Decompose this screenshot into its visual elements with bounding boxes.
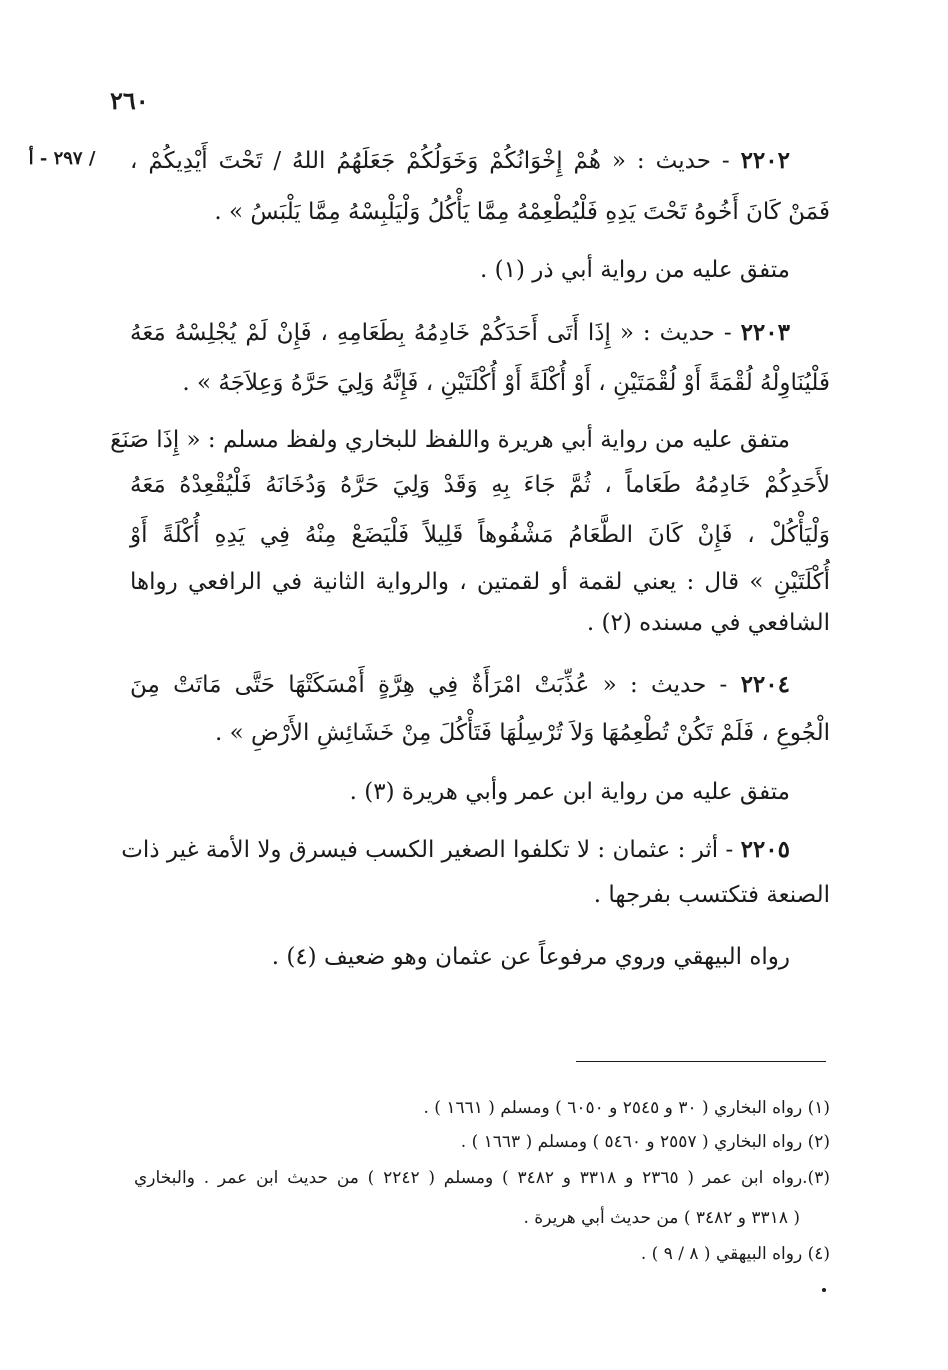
athar-2205-line-1 [121, 835, 790, 865]
takhrij-2202: متفق عليه من رواية أبي ذر (١) . [480, 257, 790, 283]
hadith-text: - حديث : « إِذَا أَتَى أَحَدَكُمْ خَادِمُهُ بِطَعَامِهِ ، فَإِنْ لَمْ يُجْلِسْهُ مَعَهُ [130, 320, 741, 346]
hadith-2204-line-1 [130, 670, 790, 700]
takhrij-2203-line-1: متفق عليه من رواية أبي هريرة واللفظ للبخاري ولفظ مسلم : « إِذَا صَنَعَ [110, 427, 790, 453]
hadith-2203-line-1 [130, 318, 790, 348]
hadith-2203-line-2: فَلْيُنَاوِلْهُ لُقْمَةً أَوْ لُقْمَتَيْنِ ، أَوْ أُكْلَةً أَوْ أُكْلَتَيْنِ ، فَإِنَّهُ وَلِيَ حَرَّهُ وَعِلاَجَهُ » . [182, 370, 830, 396]
athar-number: ٢٢٠٥ [740, 836, 790, 863]
takhrij-2203-line-5: الشافعي في مسنده (٢) . [586, 610, 830, 636]
hadith-number: ٢٢٠٢ [740, 147, 790, 174]
print-speck [822, 1288, 826, 1292]
athar-text: - أثر : عثمان : لا تكلفوا الصغير الكسب فيسرق ولا الأمة غير ذات [121, 837, 741, 863]
takhrij-2203-line-4: أُكْلَتَيْنِ » قال : يعني لقمة أو لقمتين ، والرواية الثانية في الرافعي رواها [130, 569, 830, 595]
hadith-number: ٢٢٠٤ [740, 671, 790, 698]
manuscript-folio-note: / ٢٩٧ - أ [28, 148, 96, 169]
footnote-2: (٢) رواه البخاري ( ٢٥٥٧ و ٥٤٦٠ ) ومسلم ( ١٦٦٣ ) . [460, 1132, 830, 1152]
takhrij-2203-line-2: لأَحَدِكُمْ خَادِمُهُ طَعَاماً ، ثُمَّ جَاءَ بِهِ وَقَدْ وَلِيَ حَرَّهُ وَدُخَانَهُ فَلْيُقْعِدْهُ مَعَهُ [130, 472, 830, 498]
footnote-3-line-2: ( ٣٣١٨ و ٣٤٨٢ ) من حديث أبي هريرة . [523, 1208, 800, 1228]
footnote-3-line-1: (٣).رواه ابن عمر ( ٢٣٦٥ و ٣٣١٨ و ٣٤٨٢ ) ومسلم ( ٢٢٤٢ ) من حديث ابن عمر . والبخاري [134, 1168, 830, 1188]
hadith-text: - حديث : « هُمْ إِخْوَانُكُمْ وَخَوَلُكُمْ جَعَلَهُمُ اللهُ / تَحْتَ أَيْدِيكُمْ ، [130, 148, 741, 174]
hadith-2202-line-2: فَمَنْ كَانَ أَخُوهُ تَحْتَ يَدِهِ فَلْيُطْعِمْهُ مِمَّا يَأْكُلُ وَلْيَلْبِسْهُ مِمَّا يَلْبَسُ » . [214, 199, 830, 225]
hadith-2204-line-2: الْجُوعِ ، فَلَمْ تَكُنْ تُطْعِمُهَا وَلاَ تُرْسِلُهَا فَتَأْكُلَ مِنْ خَشَائِشِ الأَرْضِ » . [214, 720, 830, 746]
hadith-number: ٢٢٠٣ [740, 319, 790, 346]
footnote-separator [576, 1061, 826, 1062]
takhrij-2203-line-3: وَلْيَأْكُلْ ، فَإِنْ كَانَ الطَّعَامُ مَشْفُوهاً قَلِيلاً فَلْيَضَعْ مِنْهُ فِي يَدِهِ أُكْلَةً أَوْ [130, 522, 830, 548]
takhrij-2205: رواه البيهقي وروي مرفوعاً عن عثمان وهو ضعيف (٤) . [271, 944, 790, 970]
takhrij-2204: متفق عليه من رواية ابن عمر وأبي هريرة (٣) . [349, 779, 790, 805]
footnote-1: (١) رواه البخاري ( ٣٠ و ٢٥٤٥ و ٦٠٥٠ ) ومسلم ( ١٦٦١ ) . [423, 1098, 830, 1118]
page-number: ٢٦٠ [110, 86, 149, 115]
athar-2205-line-2: الصنعة فتكتسب بفرجها . [593, 882, 830, 908]
hadith-text: - حديث : « عُذِّبَتْ امْرَأَةٌ فِي هِرَّةٍ أَمْسَكَتْهَا حَتَّى مَاتَتْ مِنَ [130, 672, 741, 698]
footnote-4: (٤) رواه البيهقي ( ٨ / ٩ ) . [640, 1244, 830, 1264]
hadith-2202-line-1 [130, 146, 790, 176]
